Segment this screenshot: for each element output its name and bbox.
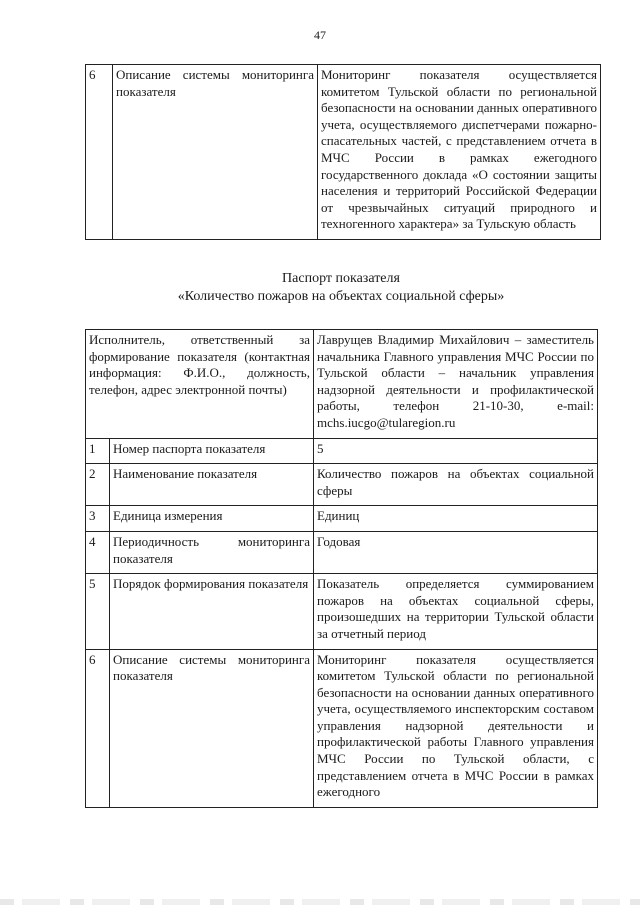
passport-table <box>85 329 598 808</box>
row-value: Мониторинг показателя осуществляется комитетом Тульской области по региональной безопасности на основании данных оперативного учета, осуществляемого диспетчерами пожарно-спасательных частей, с представлением отчета в МЧС России в рамках ежегодного государственного доклада «О состоянии защиты населения и территорий Российской Федерации от чрезвычайных ситуаций природного и техногенного характера» за Тульскую область <box>318 65 601 240</box>
executor-row <box>86 330 598 439</box>
scan-edge-artifact <box>0 899 640 905</box>
row-number: 5 <box>86 574 110 649</box>
table-row <box>86 464 598 506</box>
row-number: 6 <box>86 649 110 807</box>
page-number: 47 <box>314 28 326 42</box>
row-value: Годовая <box>314 531 598 573</box>
row-number: 1 <box>86 438 110 464</box>
table-row <box>86 438 598 464</box>
row-label: Периодичность мониторинга показателя <box>110 531 314 573</box>
passport-heading <box>85 270 597 306</box>
row-label: Номер паспорта показателя <box>110 438 314 464</box>
row-value: Количество пожаров на объектах социальной сферы <box>314 464 598 506</box>
row-number: 3 <box>86 506 110 532</box>
row-label: Единица измерения <box>110 506 314 532</box>
row-number: 2 <box>86 464 110 506</box>
table-row <box>86 649 598 807</box>
row-label: Порядок формирования показателя <box>110 574 314 649</box>
row-value: Мониторинг показателя осуществляется комитетом Тульской области по региональной безопасности на основании данных оперативного учета, осуществляемого инспекторским составом управления надзорной деятельности и профилактической работы Главного управления МЧС России по Тульской области, с представлением отчета в МЧС России в рамках ежегодного <box>314 649 598 807</box>
table-row <box>86 531 598 573</box>
row-label: Описание системы мониторинга показателя <box>113 65 318 240</box>
passport-title: Паспорт показателя <box>282 271 400 286</box>
monitoring-table-continued <box>85 64 601 240</box>
table-row <box>86 574 598 649</box>
table-row <box>86 65 601 240</box>
row-number: 6 <box>86 65 113 240</box>
passport-subtitle: «Количество пожаров на объектах социальной сферы» <box>177 289 505 304</box>
row-value: Показатель определяется суммированием пожаров на объектах социальной сферы, произошедших на территории Тульской области за отчетный период <box>314 574 598 649</box>
row-number: 4 <box>86 531 110 573</box>
row-label: Описание системы мониторинга показателя <box>110 649 314 807</box>
row-label: Наименование показателя <box>110 464 314 506</box>
table-row <box>86 506 598 532</box>
executor-value: Лаврущев Владимир Михайлович – заместитель начальника Главного управления МЧС России по Тульской области – начальник управления надзорной деятельности и профилактической работы, телефон 21-10-30, e-mail: mchs.iucgo@tularegion.ru <box>314 330 598 439</box>
executor-label: Исполнитель, ответственный за формирование показателя (контактная информация: Ф.И.О., должность, телефон, адрес электронной почты) <box>86 330 314 439</box>
row-value: Единиц <box>314 506 598 532</box>
row-value: 5 <box>314 438 598 464</box>
